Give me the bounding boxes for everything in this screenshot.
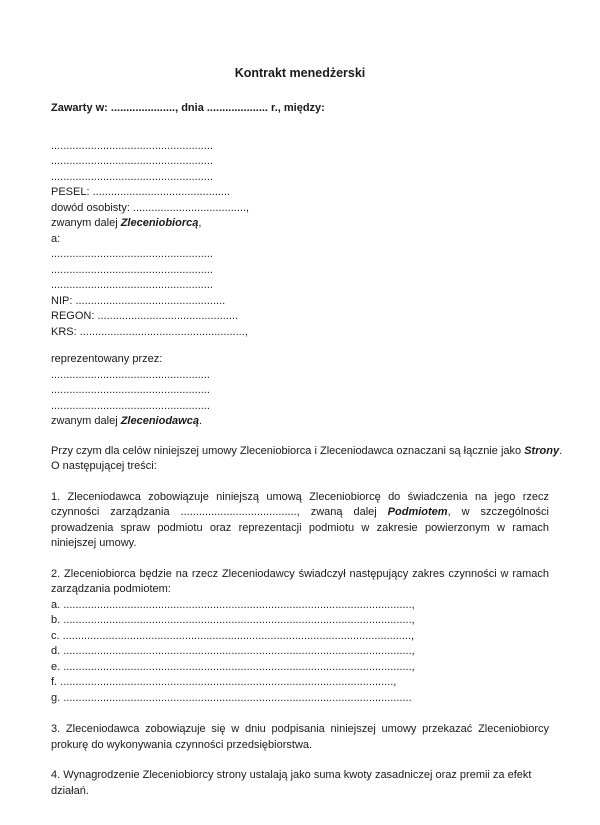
parties-term: Strony xyxy=(524,444,560,457)
contractor-term: Zleceniobiorcą xyxy=(120,217,199,229)
fill-line: ..................................................... xyxy=(51,263,213,276)
list-item-e: e. .................................................................................................................., xyxy=(51,660,415,673)
parties-clause-prefix: Przy czym dla celów niniejszej umowy Zleceniobiorca i Zleceniodawca oznaczani są łącznie jako xyxy=(51,444,525,457)
nip-line: NIP: ................................................. xyxy=(51,294,226,307)
clause-2: 2. Zleceniobiorca będzie na rzecz Zleceniodawcy świadczył następujący zakres czynności w ramach zarządzania podmiotem: xyxy=(51,567,549,595)
fill-line: .................................................... xyxy=(51,399,210,412)
fill-line: ..................................................... xyxy=(51,170,213,183)
fill-line: .................................................... xyxy=(51,384,210,396)
clause-3: 3. Zleceniodawca zobowiązuje się w dniu podpisania niniejszej umowy przekazać Zleceniobiorcy prokurę do wykonywania czynności przedsiębiorstwa. xyxy=(51,723,549,751)
list-item-c: c. .................................................................................................................., xyxy=(51,629,415,642)
parties-clause-suffix: . xyxy=(559,444,563,457)
alias-suffix: , xyxy=(198,217,202,229)
clause-1-prefix: 1. Zleceniodawca zobowiązuje niniejszą umową Zleceniobiorcę do świadczenia na jego rzecz czynności zarządzania ......................................, zwaną dalej xyxy=(51,490,549,518)
pesel-line: PESEL: ............................................. xyxy=(51,186,231,198)
represented-by-line: reprezentowany przez: xyxy=(51,353,163,365)
parties-clause-block xyxy=(51,444,563,475)
list-item-f: f. ............................................................................................................., xyxy=(51,676,397,688)
clause-1-suffix: , w szczególności prowadzenia spraw podmiotu oraz reprezentacji podmiotu w zakresie powierzonym w ramach niniejszej umowy. xyxy=(51,506,549,549)
fill-line: .................................................... xyxy=(51,368,210,381)
parties-clause-line xyxy=(51,444,563,460)
list-item-a: a. .................................................................................................................., xyxy=(51,598,415,611)
list-item-g: g. .................................................................................................................. xyxy=(51,691,412,704)
clause-2-items xyxy=(51,598,549,707)
contractor-alias-line xyxy=(51,216,549,232)
alias-prefix: zwanym dalej xyxy=(51,217,121,229)
fill-line: ..................................................... xyxy=(51,279,213,291)
fill-line: ..................................................... xyxy=(51,155,213,167)
and-separator: a: xyxy=(51,232,61,245)
principal-term: Zleceniodawcą xyxy=(120,415,199,427)
fill-line: ..................................................... xyxy=(51,248,213,260)
fill-line: ..................................................... xyxy=(51,139,213,152)
list-item-d: d. .................................................................................................................., xyxy=(51,645,415,657)
alias-prefix: zwanym dalej xyxy=(51,415,121,427)
content-intro-line: O następującej treści: xyxy=(51,460,157,472)
regon-line: REGON: .............................................. xyxy=(51,310,239,322)
clause-1 xyxy=(51,490,549,552)
krs-line: KRS: ......................................................, xyxy=(51,325,248,338)
principal-alias-line xyxy=(51,414,549,430)
alias-suffix: . xyxy=(198,415,203,427)
id-card-line: dowód osobisty: ....................................., xyxy=(51,201,250,214)
representation-block xyxy=(51,352,549,430)
list-item-b: b. .................................................................................................................., xyxy=(51,614,415,626)
document-title: Kontrakt menedżerski xyxy=(234,66,366,80)
intro-line: Zawarty w: ....................., dnia .................... r., między: xyxy=(51,102,325,114)
clause-4: 4. Wynagrodzenie Zleceniobiorcy strony ustalają jako suma kwoty zasadniczej oraz premii za efekt działań. xyxy=(51,769,532,797)
contractor-details-block xyxy=(51,139,549,341)
subject-term: Podmiotem xyxy=(387,506,448,518)
